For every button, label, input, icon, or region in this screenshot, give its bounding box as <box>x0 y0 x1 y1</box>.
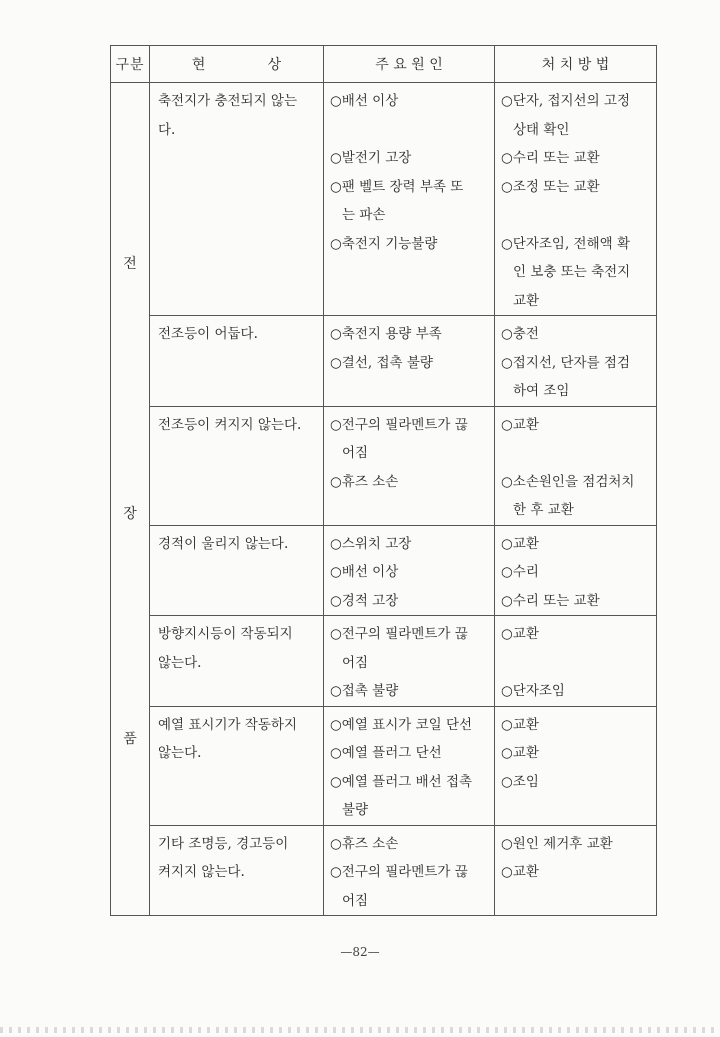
cause-line: ○경적 고장 <box>330 592 399 609</box>
action-line: ○조임 <box>501 773 539 790</box>
table-row <box>111 406 657 525</box>
symptom-line: 않는다. <box>158 654 202 671</box>
troubleshooting-table <box>110 45 657 916</box>
header-category: 구분 <box>111 46 150 83</box>
cause-cell <box>324 525 495 616</box>
cause-cell <box>324 406 495 525</box>
symptom-line: 예열 표시기가 작동하지 <box>158 716 297 733</box>
action-line: 하여 조임 <box>513 383 570 399</box>
action-line: ○접지선, 단자를 점검 <box>501 354 630 371</box>
cause-line <box>330 287 490 316</box>
symptom-line: 축전지가 충전되지 않는 <box>158 93 297 109</box>
cause-line: ○전구의 필라멘트가 끊 <box>330 416 468 433</box>
cause-line: ○배선 이상 <box>330 564 399 580</box>
category-char: 장 <box>123 506 137 522</box>
symptom-line: 전조등이 어둡다. <box>158 326 258 342</box>
action-cell <box>495 406 657 525</box>
symptom-line: 기타 조명등, 경고등이 <box>158 835 289 852</box>
category-cell <box>111 83 150 916</box>
cause-line: 어짐 <box>342 892 369 909</box>
action-cell <box>495 83 657 316</box>
cause-line: ○발전기 고장 <box>330 150 412 166</box>
cause-line: ○배선 이상 <box>330 93 399 109</box>
cause-line: ○결선, 접촉 불량 <box>330 354 433 371</box>
action-line: ○조정 또는 교환 <box>501 178 600 195</box>
symptom-line: 경적이 울리지 않는다. <box>158 535 289 552</box>
action-line <box>501 439 652 468</box>
action-line <box>501 887 652 916</box>
cause-line <box>330 377 490 406</box>
symptom-line: 다. <box>158 121 176 138</box>
action-cell <box>495 616 657 707</box>
action-cell <box>495 316 657 407</box>
action-line: ○단자조임, 전해액 확 <box>501 235 630 252</box>
table-header-row <box>111 46 657 83</box>
cause-line: ○예열 표시가 코일 단선 <box>330 716 473 733</box>
action-line: ○충전 <box>501 326 539 342</box>
header-symptom <box>150 46 324 83</box>
cause-line: 어짐 <box>342 654 369 671</box>
action-line: 인 보충 또는 축전지 <box>513 264 631 280</box>
cause-line: ○축전지 용량 부족 <box>330 326 442 342</box>
cause-line: ○휴즈 소손 <box>330 835 399 852</box>
action-line <box>501 649 652 678</box>
cause-line: ○휴즈 소손 <box>330 473 399 490</box>
table-row <box>111 825 657 916</box>
cause-line: ○축전지 기능불량 <box>330 235 438 252</box>
table-row <box>111 706 657 825</box>
cause-cell <box>324 616 495 707</box>
cause-cell <box>324 83 495 316</box>
action-line: ○단자, 접지선의 고정 <box>501 93 630 109</box>
cause-cell <box>324 825 495 916</box>
header-cause: 주 요 원 인 <box>324 46 495 83</box>
action-line: ○수리 또는 교환 <box>501 592 600 609</box>
action-cell <box>495 706 657 825</box>
action-line <box>501 201 652 230</box>
cause-cell <box>324 316 495 407</box>
cause-line <box>330 116 490 145</box>
action-line: ○교환 <box>501 626 539 642</box>
action-line: ○교환 <box>501 535 539 552</box>
action-line: ○교환 <box>501 716 539 733</box>
cause-line: 는 파손 <box>342 207 386 223</box>
symptom-cell <box>150 825 324 916</box>
category-char: 품 <box>123 731 137 747</box>
cause-line: 불량 <box>342 802 369 818</box>
category-char: 전 <box>123 256 137 272</box>
header-action: 처 치 방 법 <box>495 46 657 83</box>
symptom-cell <box>150 316 324 407</box>
symptom-cell <box>150 406 324 525</box>
action-line: ○단자조임 <box>501 683 565 699</box>
cause-cell <box>324 706 495 825</box>
cause-line: ○스위치 고장 <box>330 535 412 552</box>
action-line: ○소손원인을 점검처치 <box>501 473 635 490</box>
table-row <box>111 83 657 316</box>
symptom-cell <box>150 706 324 825</box>
header-symptom-text: 현 상 <box>191 57 282 73</box>
cause-line: ○전구의 필라멘트가 끊 <box>330 864 468 880</box>
table-row <box>111 616 657 707</box>
action-line: ○교환 <box>501 416 539 433</box>
symptom-line: 방향지시등이 작동되지 <box>158 626 293 642</box>
action-line: ○교환 <box>501 745 539 761</box>
cause-line: ○접촉 불량 <box>330 683 399 699</box>
action-line: ○교환 <box>501 864 539 880</box>
action-cell <box>495 525 657 616</box>
action-line: 상태 확인 <box>513 121 570 138</box>
action-line <box>501 796 652 825</box>
action-cell <box>495 825 657 916</box>
action-line: 한 후 교환 <box>513 502 574 518</box>
cause-line <box>330 496 490 525</box>
cause-line: ○전구의 필라멘트가 끊 <box>330 626 468 642</box>
symptom-line: 전조등이 켜지지 않는다. <box>158 416 302 433</box>
action-line: ○수리 또는 교환 <box>501 150 600 166</box>
cause-line: 어짐 <box>342 445 369 461</box>
table-row <box>111 316 657 407</box>
action-line: ○수리 <box>501 564 539 580</box>
table-row <box>111 525 657 616</box>
symptom-cell <box>150 616 324 707</box>
action-line: 교환 <box>513 292 540 309</box>
cause-line: ○팬 벨트 장력 부족 또 <box>330 178 464 195</box>
action-line: ○원인 제거후 교환 <box>501 835 613 852</box>
symptom-cell <box>150 83 324 316</box>
page-number: —82— <box>340 945 380 959</box>
symptom-line: 않는다. <box>158 745 202 761</box>
symptom-cell <box>150 525 324 616</box>
cause-line <box>330 258 490 287</box>
cause-line: ○예열 플러그 배선 접촉 <box>330 773 473 790</box>
scan-artifact <box>0 1027 720 1033</box>
cause-line: ○예열 플러그 단선 <box>330 745 442 761</box>
symptom-line: 켜지지 않는다. <box>158 864 245 880</box>
